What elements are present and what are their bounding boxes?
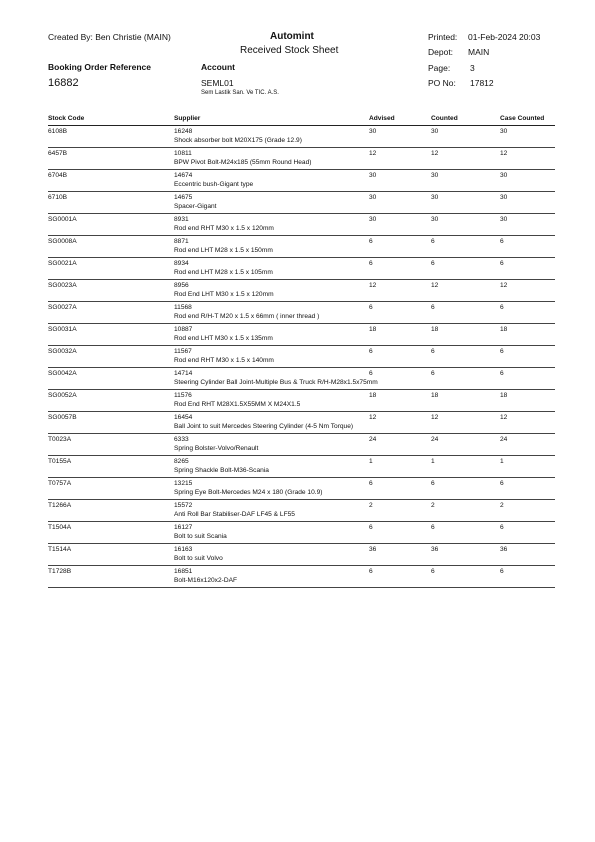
supplier-cell: 14674 xyxy=(174,172,193,179)
description-cell: Eccentric bush-Gigant type xyxy=(174,180,254,188)
counted-cell: 12 xyxy=(431,282,439,289)
table-row xyxy=(48,236,555,258)
supplier-cell: 15572 xyxy=(174,502,193,509)
supplier-cell: 13215 xyxy=(174,480,193,487)
po-value: 17812 xyxy=(470,78,494,88)
company-name: Automint xyxy=(270,31,314,42)
stock-code-cell: T1514A xyxy=(48,546,72,553)
depot-value: MAIN xyxy=(468,47,490,57)
description-cell: Spring Shackle Bolt-M36-Scania xyxy=(174,466,269,474)
table-row xyxy=(48,346,555,368)
case-counted-cell: 18 xyxy=(500,326,508,333)
stock-code-cell: 6108B xyxy=(48,128,68,135)
description-cell: Shock absorber bolt M20X175 (Grade 12.9) xyxy=(174,136,302,144)
advised-cell: 12 xyxy=(369,150,377,157)
sheet-title: Received Stock Sheet xyxy=(240,45,339,56)
supplier-cell: 8871 xyxy=(174,238,189,245)
stock-code-cell: T0155A xyxy=(48,458,72,465)
stock-code-cell: SG0027A xyxy=(48,304,77,311)
case-counted-cell: 6 xyxy=(500,370,504,377)
counted-cell: 6 xyxy=(431,238,435,245)
case-counted-cell: 30 xyxy=(500,194,508,201)
case-counted-cell: 6 xyxy=(500,304,504,311)
table-row xyxy=(48,170,555,192)
advised-cell: 6 xyxy=(369,370,373,377)
stock-code-cell: SG0008A xyxy=(48,238,77,245)
supplier-cell: 14675 xyxy=(174,194,193,201)
account-label: Account xyxy=(201,62,235,72)
po-label: PO No: xyxy=(428,78,456,88)
col-case-counted: Case Counted xyxy=(500,115,545,122)
advised-cell: 6 xyxy=(369,348,373,355)
table-row xyxy=(48,126,555,148)
stock-code-cell: SG0052A xyxy=(48,392,77,399)
counted-cell: 6 xyxy=(431,304,435,311)
stock-code-cell: SG0021A xyxy=(48,260,77,267)
supplier-cell: 6333 xyxy=(174,436,189,443)
stock-code-cell: T1266A xyxy=(48,502,72,509)
advised-cell: 6 xyxy=(369,524,373,531)
counted-cell: 2 xyxy=(431,502,435,509)
table-row xyxy=(48,214,555,236)
advised-cell: 6 xyxy=(369,260,373,267)
advised-cell: 6 xyxy=(369,568,373,575)
description-cell: Anti Roll Bar Stabiliser-DAF LF45 & LF55 xyxy=(174,510,295,518)
supplier-cell: 14714 xyxy=(174,370,193,377)
stock-code-cell: SG0032A xyxy=(48,348,77,355)
counted-cell: 6 xyxy=(431,524,435,531)
supplier-cell: 11576 xyxy=(174,392,192,399)
counted-cell: 6 xyxy=(431,348,435,355)
description-cell: Steering Cylinder Ball Joint-Multiple Bus & Truck R/H-M28x1.5x75mm xyxy=(174,378,378,386)
printed-label: Printed: xyxy=(428,32,458,42)
case-counted-cell: 2 xyxy=(500,502,504,509)
advised-cell: 30 xyxy=(369,128,377,135)
counted-cell: 1 xyxy=(431,458,435,465)
counted-cell: 30 xyxy=(431,172,439,179)
description-cell: Rod End RHT M28X1.5X55MM X M24X1.5 xyxy=(174,400,301,408)
supplier-cell: 11568 xyxy=(174,304,192,311)
advised-cell: 12 xyxy=(369,414,377,421)
case-counted-cell: 6 xyxy=(500,238,504,245)
case-counted-cell: 6 xyxy=(500,480,504,487)
counted-cell: 6 xyxy=(431,480,435,487)
stock-code-cell: SG0042A xyxy=(48,370,77,377)
table-row xyxy=(48,258,555,280)
table-row xyxy=(48,280,555,302)
description-cell: Bolt to suit Volvo xyxy=(174,554,223,562)
advised-cell: 30 xyxy=(369,172,377,179)
case-counted-cell: 6 xyxy=(500,260,504,267)
counted-cell: 30 xyxy=(431,194,439,201)
case-counted-cell: 30 xyxy=(500,216,508,223)
description-cell: Rod End LHT M30 x 1.5 x 120mm xyxy=(174,290,274,298)
advised-cell: 6 xyxy=(369,304,373,311)
advised-cell: 12 xyxy=(369,282,377,289)
case-counted-cell: 6 xyxy=(500,524,504,531)
table-row xyxy=(48,302,555,324)
case-counted-cell: 6 xyxy=(500,348,504,355)
col-supplier: Supplier xyxy=(174,115,201,122)
supplier-cell: 16248 xyxy=(174,128,193,135)
stock-code-cell: T0023A xyxy=(48,436,72,443)
created-by: Created By: Ben Christie (MAIN) xyxy=(48,32,171,42)
advised-cell: 18 xyxy=(369,326,377,333)
stock-code-cell: SG0057B xyxy=(48,414,77,421)
description-cell: BPW Pivot Bolt-M24x185 (55mm Round Head) xyxy=(174,158,312,166)
supplier-cell: 10887 xyxy=(174,326,193,333)
advised-cell: 6 xyxy=(369,238,373,245)
description-cell: Rod end RHT M30 x 1.5 x 140mm xyxy=(174,356,274,364)
case-counted-cell: 6 xyxy=(500,568,504,575)
table-row xyxy=(48,148,555,170)
counted-cell: 36 xyxy=(431,546,439,553)
counted-cell: 30 xyxy=(431,128,439,135)
advised-cell: 24 xyxy=(369,436,377,443)
col-stock-code: Stock Code xyxy=(48,115,85,122)
advised-cell: 2 xyxy=(369,502,373,509)
stock-code-cell: SG0001A xyxy=(48,216,77,223)
description-cell: Rod end LHT M28 x 1.5 x 150mm xyxy=(174,246,273,254)
table-row xyxy=(48,522,555,544)
supplier-cell: 8931 xyxy=(174,216,189,223)
advised-cell: 18 xyxy=(369,392,377,399)
col-advised: Advised xyxy=(369,115,395,122)
stock-code-cell: 6710B xyxy=(48,194,68,201)
description-cell: Spring Eye Bolt-Mercedes M24 x 180 (Grade 10.9) xyxy=(174,488,323,496)
table-row xyxy=(48,412,555,434)
case-counted-cell: 30 xyxy=(500,172,508,179)
supplier-cell: 16454 xyxy=(174,414,193,421)
advised-cell: 1 xyxy=(369,458,373,465)
case-counted-cell: 12 xyxy=(500,150,508,157)
description-cell: Rod end LHT M28 x 1.5 x 105mm xyxy=(174,268,273,276)
supplier-cell: 11567 xyxy=(174,348,192,355)
stock-code-cell: SG0023A xyxy=(48,282,77,289)
advised-cell: 6 xyxy=(369,480,373,487)
stock-code-cell: T1728B xyxy=(48,568,72,575)
case-counted-cell: 24 xyxy=(500,436,508,443)
table-row xyxy=(48,368,555,390)
stock-code-cell: T0757A xyxy=(48,480,72,487)
description-cell: Bolt-M16x120x2-DAF xyxy=(174,576,238,584)
table-row xyxy=(48,478,555,500)
booking-ref-label: Booking Order Reference xyxy=(48,62,151,72)
supplier-cell: 16127 xyxy=(174,524,193,531)
case-counted-cell: 1 xyxy=(500,458,504,465)
supplier-cell: 8956 xyxy=(174,282,189,289)
case-counted-cell: 18 xyxy=(500,392,508,399)
customer-name: Sem Lastik San. Ve TIC. A.S. xyxy=(201,90,279,96)
counted-cell: 6 xyxy=(431,370,435,377)
case-counted-cell: 12 xyxy=(500,414,508,421)
description-cell: Bolt to suit Scania xyxy=(174,532,227,540)
description-cell: Ball Joint to suit Mercedes Steering Cylinder (4-5 Nm Torque) xyxy=(174,422,354,430)
case-counted-cell: 12 xyxy=(500,282,508,289)
counted-cell: 18 xyxy=(431,326,439,333)
stock-code-cell: 6457B xyxy=(48,150,68,157)
advised-cell: 30 xyxy=(369,216,377,223)
description-cell: Rod end LHT M30 x 1.5 x 135mm xyxy=(174,334,273,342)
counted-cell: 24 xyxy=(431,436,439,443)
table-row xyxy=(48,324,555,346)
row-divider xyxy=(48,587,555,588)
table-row xyxy=(48,390,555,412)
counted-cell: 12 xyxy=(431,150,439,157)
case-counted-cell: 36 xyxy=(500,546,508,553)
depot-label: Depot: xyxy=(428,47,454,57)
booking-ref-value: 16882 xyxy=(48,77,79,89)
counted-cell: 12 xyxy=(431,414,439,421)
page-label: Page: xyxy=(428,63,451,73)
printed-value: 01-Feb-2024 20:03 xyxy=(468,32,541,42)
stock-code-cell: SG0031A xyxy=(48,326,77,333)
advised-cell: 30 xyxy=(369,194,377,201)
supplier-cell: 8934 xyxy=(174,260,189,267)
counted-cell: 6 xyxy=(431,260,435,267)
counted-cell: 6 xyxy=(431,568,435,575)
supplier-cell: 16851 xyxy=(174,568,193,575)
page-value: 3 xyxy=(470,63,475,73)
supplier-cell: 8265 xyxy=(174,458,189,465)
description-cell: Spacer-Gigant xyxy=(174,202,217,210)
table-row xyxy=(48,434,555,456)
stock-code-cell: 6704B xyxy=(48,172,68,179)
counted-cell: 18 xyxy=(431,392,439,399)
supplier-cell: 16163 xyxy=(174,546,193,553)
description-cell: Rod end R/H-T M20 x 1.5 x 66mm ( inner thread ) xyxy=(174,312,320,320)
table-row xyxy=(48,192,555,214)
col-counted: Counted xyxy=(431,115,458,122)
description-cell: Spring Bolster-Volvo/Renault xyxy=(174,444,259,452)
stock-code-cell: T1504A xyxy=(48,524,72,531)
description-cell: Rod end RHT M30 x 1.5 x 120mm xyxy=(174,224,274,232)
advised-cell: 36 xyxy=(369,546,377,553)
table-row xyxy=(48,544,555,566)
table-row xyxy=(48,500,555,522)
table-row xyxy=(48,456,555,478)
table-row xyxy=(48,566,555,588)
counted-cell: 30 xyxy=(431,216,439,223)
account-value: SEML01 xyxy=(201,78,234,88)
case-counted-cell: 30 xyxy=(500,128,508,135)
supplier-cell: 10811 xyxy=(174,150,192,157)
